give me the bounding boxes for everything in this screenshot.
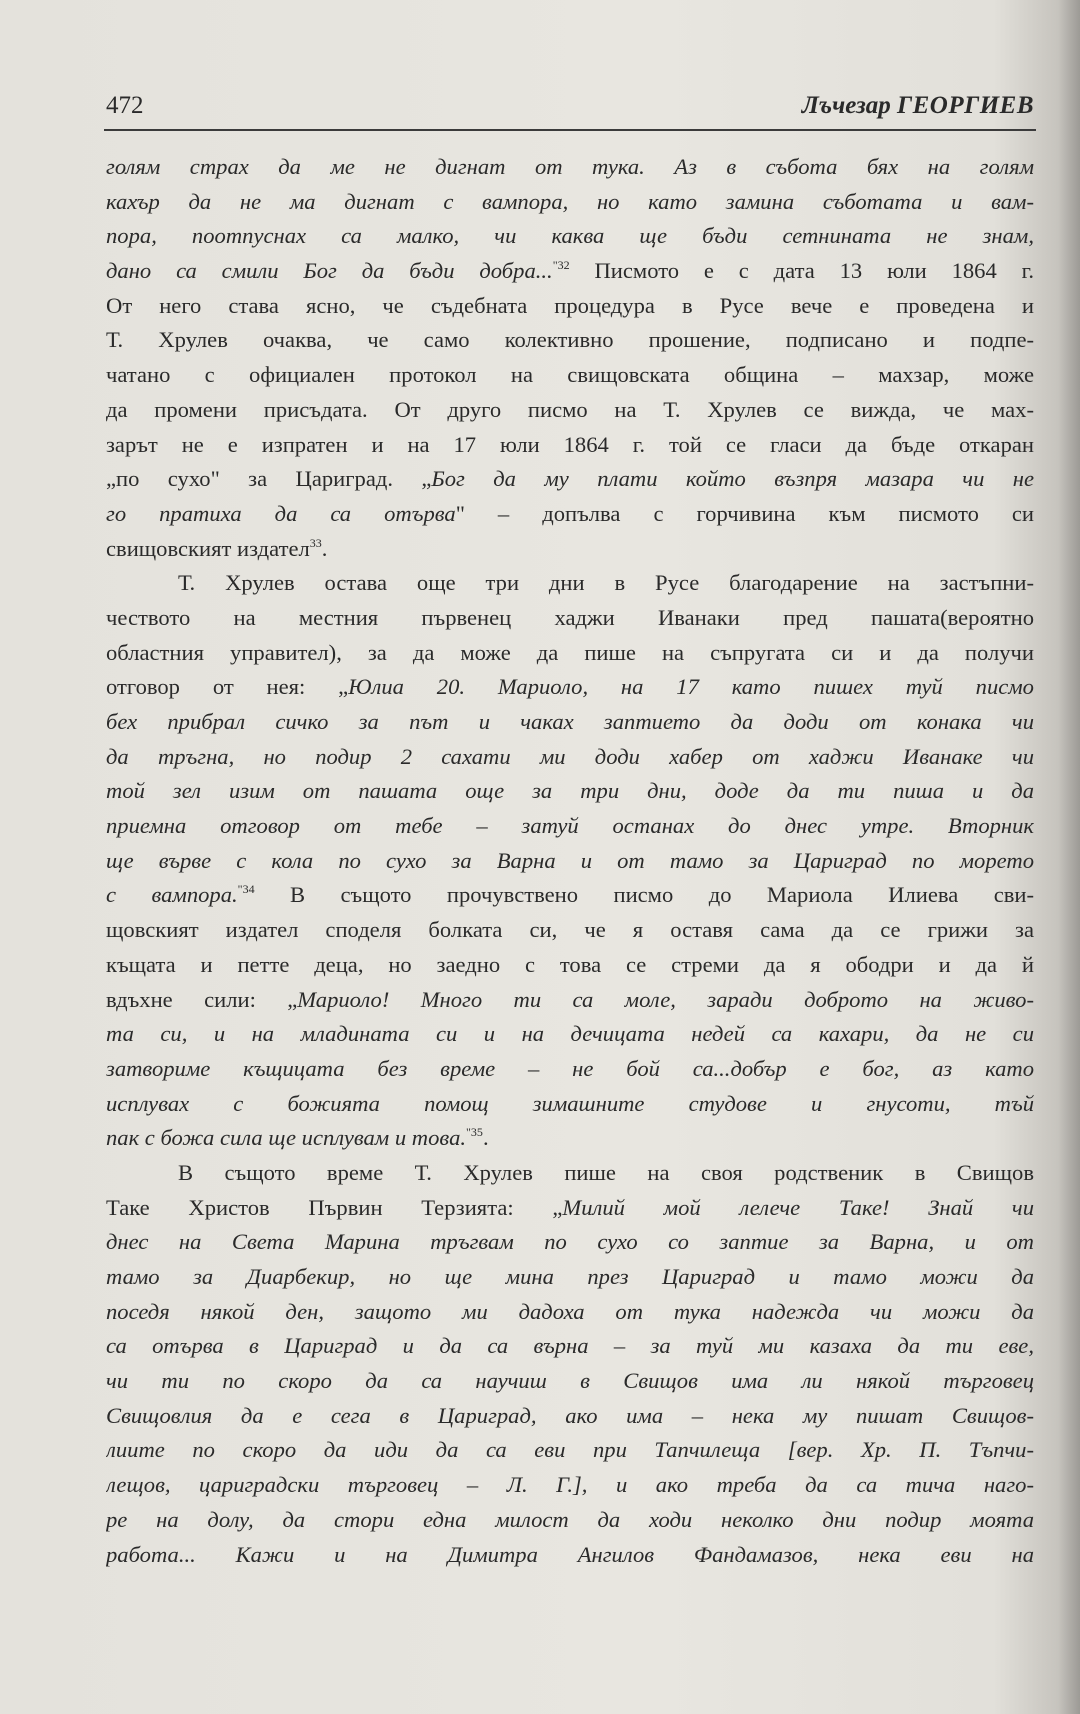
text-line	[106, 1087, 1034, 1122]
text-line	[106, 670, 1034, 705]
page-edge-shadow	[1058, 0, 1080, 1714]
line-text: чи ти по скоро да са научиш в Свищов има ли някой търговец	[106, 1368, 1034, 1394]
quote-text: с вампора.	[106, 882, 238, 908]
text-line	[106, 878, 1034, 913]
body-text	[106, 150, 1034, 1572]
footnote-ref: "32	[552, 258, 570, 273]
line-text: Писмото е с дата 13 юли 1864 г.	[569, 258, 1034, 284]
text-line	[106, 1329, 1034, 1364]
text-line	[106, 844, 1034, 879]
line-text: свищовският издател	[106, 535, 310, 561]
quote-text: Милий мой лелече Таке! Знай чи	[562, 1194, 1034, 1220]
text-line	[106, 1433, 1034, 1468]
text-line	[106, 150, 1034, 185]
quote-text: пак с божа сила ще исплувам и това.	[106, 1125, 467, 1151]
text-line	[106, 566, 1034, 601]
text-line	[106, 913, 1034, 948]
line-text: Т. Хрулев остава още три дни в Русе благодарение на застъпни-	[178, 570, 1034, 596]
page-number: 472	[106, 92, 144, 119]
line-text: отговор от нея: „	[106, 674, 349, 700]
text-line	[106, 497, 1034, 532]
line-text: лещов, цариградски търговец – Л. Г.], и ако треба да са тича наго-	[106, 1472, 1034, 1498]
quote-text: Бог да му плати който възпря мазара чи не	[431, 466, 1034, 492]
text-line	[106, 1052, 1034, 1087]
line-text: Т. Хрулев очаква, че само колективно прошение, подписано и подпе-	[106, 327, 1034, 353]
header-rule	[104, 129, 1036, 131]
line-text: В същото прочувствено писмо до Мариола Илиева сви-	[254, 882, 1034, 908]
text-line	[106, 428, 1034, 463]
text-line	[106, 948, 1034, 983]
quote-text: дано са смили Бог да бъди добра...	[106, 258, 553, 284]
line-text: работа... Кажи и на Димитра Ангилов Фандамазов, нека еви на	[106, 1541, 1034, 1567]
line-text: поседя някой ден, защото ми дадоха от тука надежда чи можи да	[106, 1298, 1034, 1324]
line-text: „по сухо" за Цариград. „	[106, 466, 432, 492]
text-line	[106, 289, 1034, 324]
line-text: приемна отговор от тебе – затуй останах до днес утре. Вторник	[106, 813, 1034, 839]
line-text: да тръгна, но подир 2 сахати ми доди хабер от хаджи Иванаке чи	[106, 743, 1034, 769]
line-text: .	[482, 1125, 489, 1151]
line-text: пора, поотпуснах са малко, чи каква ще бъди сетнината не знам,	[106, 223, 1034, 249]
line-text: зарът не е изпратен и на 17 юли 1864 г. той се гласи да бъде откаран	[106, 431, 1034, 457]
text-line	[106, 1399, 1034, 1434]
author-first-name: Лъчезар	[801, 92, 891, 119]
text-line	[106, 1156, 1034, 1191]
line-text: къщата и петте деца, но заедно с това се стреми да я ободри и да й	[106, 951, 1034, 977]
text-line	[106, 462, 1034, 497]
text-line	[106, 185, 1034, 220]
text-line	[106, 636, 1034, 671]
line-text: В същото време Т. Хрулев пише на своя родственик в Свищов	[178, 1159, 1034, 1185]
text-line	[106, 740, 1034, 775]
line-text: вдъхне сили: „	[106, 986, 298, 1012]
page-header	[106, 92, 1034, 132]
line-text: кахър да не ма дигнат с вампора, но като замина съботата и вам-	[106, 188, 1034, 214]
line-text: исплувах с божията помощ зимашните студове и гнусоти, тъй	[106, 1090, 1034, 1116]
text-line	[106, 219, 1034, 254]
footnote-ref: "35	[466, 1125, 483, 1140]
text-line	[106, 1121, 1034, 1156]
text-line	[106, 1503, 1034, 1538]
text-line	[106, 323, 1034, 358]
line-text: днес на Света Марина тръгвам по сухо со заптие за Варна, и от	[106, 1229, 1034, 1255]
text-line	[106, 1017, 1034, 1052]
text-line	[106, 983, 1034, 1018]
footnote-ref: 33	[309, 535, 322, 550]
text-line	[106, 254, 1034, 289]
text-line	[106, 1538, 1034, 1573]
line-text: ще върве с кола по сухо за Варна и от тамо за Цариград по морето	[106, 847, 1034, 873]
quote-text: Мариоло! Много ти са моле, заради доброто на живо-	[297, 986, 1034, 1012]
line-text: От него става ясно, че съдебната процедура в Русе вече е проведена и	[106, 292, 1034, 318]
text-line	[106, 1295, 1034, 1330]
quote-text: го пратиха да са отърва	[106, 500, 456, 526]
line-text: .	[321, 535, 328, 561]
text-line	[106, 532, 1034, 567]
text-line	[106, 705, 1034, 740]
line-text: затвориме къщицата без време – не бой са...добър е бог, аз като	[106, 1055, 1034, 1081]
line-text: ре на долу, да стори една милост да ходи неколко дни подир моята	[106, 1506, 1034, 1532]
author-last-name: ГЕОРГИЕВ	[897, 92, 1034, 119]
text-line	[106, 393, 1034, 428]
text-line	[106, 1260, 1034, 1295]
line-text: той зел изим от пашата още за три дни, доде да ти пиша и да	[106, 778, 1034, 804]
text-line	[106, 1364, 1034, 1399]
quote-text: Юлиа 20. Мариоло, на 17 като пишех туй писмо	[348, 674, 1034, 700]
line-text: " – допълва с горчивина към писмото си	[455, 500, 1034, 526]
line-text: та си, и на младината си и на дечицата недей са кахари, да не си	[106, 1021, 1034, 1047]
text-line	[106, 1468, 1034, 1503]
line-text: Таке Христов Първин Терзията: „	[106, 1194, 563, 1220]
line-text: голям страх да ме не дигнат от тука. Аз в събота бях на голям	[106, 154, 1034, 179]
line-text: чеството на местния първенец хаджи Иванаки пред пашата(вероятно	[106, 604, 1034, 630]
footnote-ref: "34	[237, 882, 255, 897]
text-line	[106, 1225, 1034, 1260]
line-text: лиите по скоро да иди да са еви при Тапчилеща [вер. Хр. П. Тъпчи-	[106, 1437, 1034, 1463]
text-line	[106, 1191, 1034, 1226]
line-text: щовският издател споделя болката си, че я оставя сама да се грижи за	[106, 917, 1034, 943]
line-text: чатано с официален протокол на свищовската община – махзар, може	[106, 362, 1034, 388]
text-line	[106, 601, 1034, 636]
running-head	[802, 92, 1034, 120]
text-line	[106, 809, 1034, 844]
line-text: са отърва в Цариград и да са върна – за туй ми казаха да ти еве,	[106, 1333, 1034, 1359]
line-text: Свищовлия да е сега в Цариград, ако има – нека му пишат Свищов-	[106, 1402, 1034, 1428]
line-text: бех прибрал сичко за път и чаках заптието да доди от конака чи	[106, 709, 1034, 734]
text-line	[106, 774, 1034, 809]
line-text: да промени присъдата. От друго писмо на Т. Хрулев се вижда, че мах-	[106, 396, 1034, 422]
line-text: тамо за Диарбекир, но ще мина през Цариград и тамо можи да	[106, 1264, 1034, 1289]
line-text: областния управител), за да може да пише на съпругата си и да получи	[106, 639, 1034, 665]
text-line	[106, 358, 1034, 393]
